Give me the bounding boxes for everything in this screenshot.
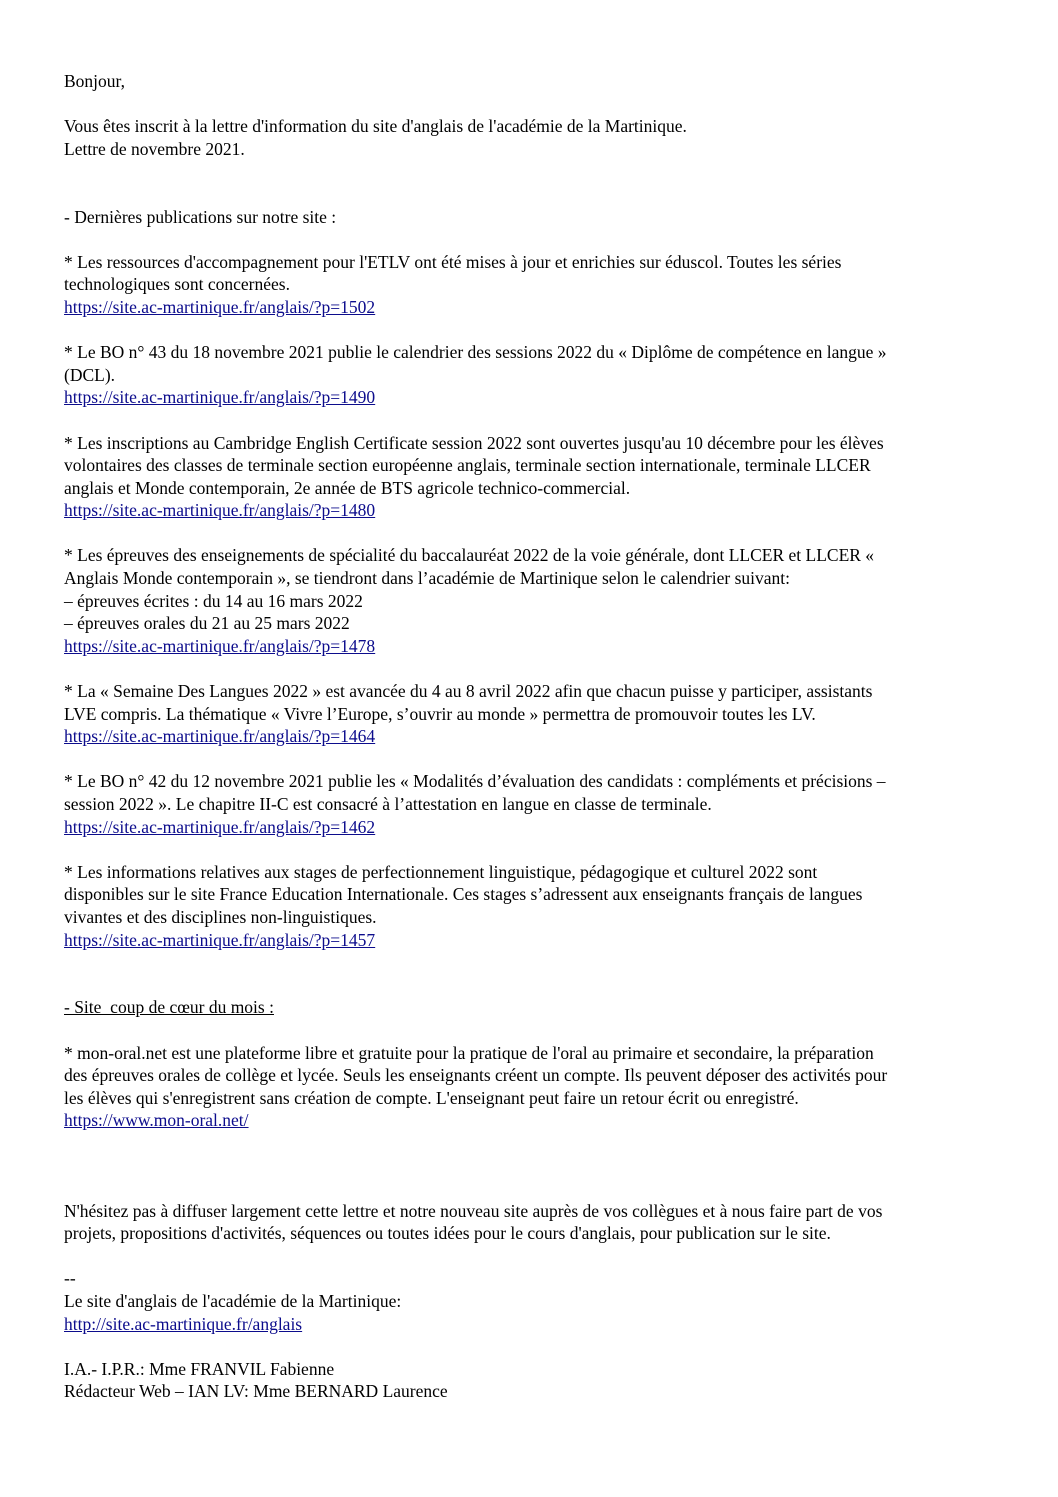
publication-link[interactable]: https://site.ac-martinique.fr/anglais/?p=1502 [64,296,376,317]
publication-text: technologiques sont concernées. [64,274,290,295]
intro-line: Vous êtes inscrit à la lettre d'information du site d'anglais de l'académie de la Martinique. [64,116,687,137]
publication-text: (DCL). [64,364,116,385]
publication-link[interactable]: https://site.ac-martinique.fr/anglais/?p=1478 [64,635,376,656]
publication-link[interactable]: https://site.ac-martinique.fr/anglais/?p=1480 [64,500,376,521]
coup-de-coeur-item [64,1042,994,1132]
newsletter-page [64,70,994,1403]
closing-text: projets, propositions d'activités, séquences ou toutes idées pour le cours d'anglais, pour publication sur le site. [64,1223,831,1244]
coup-de-coeur-heading: - Site coup de cœur du mois : [64,997,274,1018]
publication-text: anglais et Monde contemporain, 2e année de BTS agricole technico-commercial. [64,477,631,498]
coup-de-coeur-text: des épreuves orales de collège et lycée. Seuls les enseignants créent un compte. Ils peuvent déposer des activités pour [64,1065,888,1086]
publication-text: vivantes et des disciplines non-linguistiques. [64,906,377,927]
publication-text: Anglais Monde contemporain », se tiendront dans l’académie de Martinique selon le calendrier suivant: [64,568,791,589]
publication-text: volontaires des classes de terminale section européenne anglais, terminale section internationale, terminale LLCER [64,455,871,476]
publication-text: * Les inscriptions au Cambridge English Certificate session 2022 sont ouvertes jusqu'au 10 décembre pour les élèves [64,432,884,453]
signature [64,1267,994,1403]
coup-de-coeur-link[interactable]: https://www.mon-oral.net/ [64,1110,249,1131]
publication-item [64,341,994,409]
publication-text: * Le BO n° 42 du 12 novembre 2021 publie les « Modalités d’évaluation des candidats : compléments et précisions – [64,771,886,792]
closing-paragraph [64,1200,994,1245]
signature-web-editor: Rédacteur Web – IAN LV: Mme BERNARD Laurence [64,1381,448,1402]
coup-de-coeur-text: * mon-oral.net est une plateforme libre et gratuite pour la pratique de l'oral au primaire et secondaire, la préparation [64,1042,874,1063]
publication-item [64,770,994,838]
signature-site-label: Le site d'anglais de l'académie de la Martinique: [64,1291,402,1312]
intro [64,115,994,160]
publication-text: * Les épreuves des enseignements de spécialité du baccalauréat 2022 de la voie générale, dont LLCER et LLCER « [64,545,875,566]
closing-text: N'hésitez pas à diffuser largement cette lettre et notre nouveau site auprès de vos collègues et à nous faire part de vos [64,1200,883,1221]
publication-link[interactable]: https://site.ac-martinique.fr/anglais/?p=1464 [64,726,376,747]
publication-item [64,251,994,319]
coup-de-coeur-text: les élèves qui s'enregistrent sans création de compte. L'enseignant peut faire un retour écrit ou enregistré. [64,1087,799,1108]
newsletter-date: Lettre de novembre 2021. [64,138,245,159]
publication-text: disponibles sur le site France Education Internationale. Ces stages s’adressent aux enseignants français de langues [64,884,863,905]
publication-item [64,680,994,748]
publication-item [64,861,994,951]
publication-text: * Le BO n° 43 du 18 novembre 2021 publie le calendrier des sessions 2022 du « Diplôme de compétence en langue » [64,342,887,363]
publications-heading: - Dernières publications sur notre site : [64,206,337,227]
signature-ipr: I.A.- I.P.R.: Mme FRANVIL Fabienne [64,1358,335,1379]
publication-text: session 2022 ». Le chapitre II-C est consacré à l’attestation en langue en classe de terminale. [64,794,712,814]
publication-item [64,432,994,522]
publication-text: LVE compris. La thématique « Vivre l’Europe, s’ouvrir au monde » permettra de promouvoir toutes les LV. [64,703,816,724]
publication-text: – épreuves orales du 21 au 25 mars 2022 [64,613,350,634]
publication-text: * La « Semaine Des Langues 2022 » est avancée du 4 au 8 avril 2022 afin que chacun puisse y participer, assistants [64,681,873,702]
publication-link[interactable]: https://site.ac-martinique.fr/anglais/?p=1490 [64,387,376,408]
publication-link[interactable]: https://site.ac-martinique.fr/anglais/?p=1462 [64,816,376,837]
greeting: Bonjour, [64,71,126,91]
publication-text: * Les ressources d'accompagnement pour l'ETLV ont été mises à jour et enrichies sur éduscol. Toutes les séries [64,251,842,272]
signature-site-link[interactable]: http://site.ac-martinique.fr/anglais [64,1313,303,1334]
publication-text: * Les informations relatives aux stages de perfectionnement linguistique, pédagogique et culturel 2022 sont [64,861,818,882]
publication-text: – épreuves écrites : du 14 au 16 mars 2022 [64,590,363,611]
publication-link[interactable]: https://site.ac-martinique.fr/anglais/?p=1457 [64,929,376,950]
publication-item [64,544,994,657]
signature-separator: -- [64,1268,76,1289]
